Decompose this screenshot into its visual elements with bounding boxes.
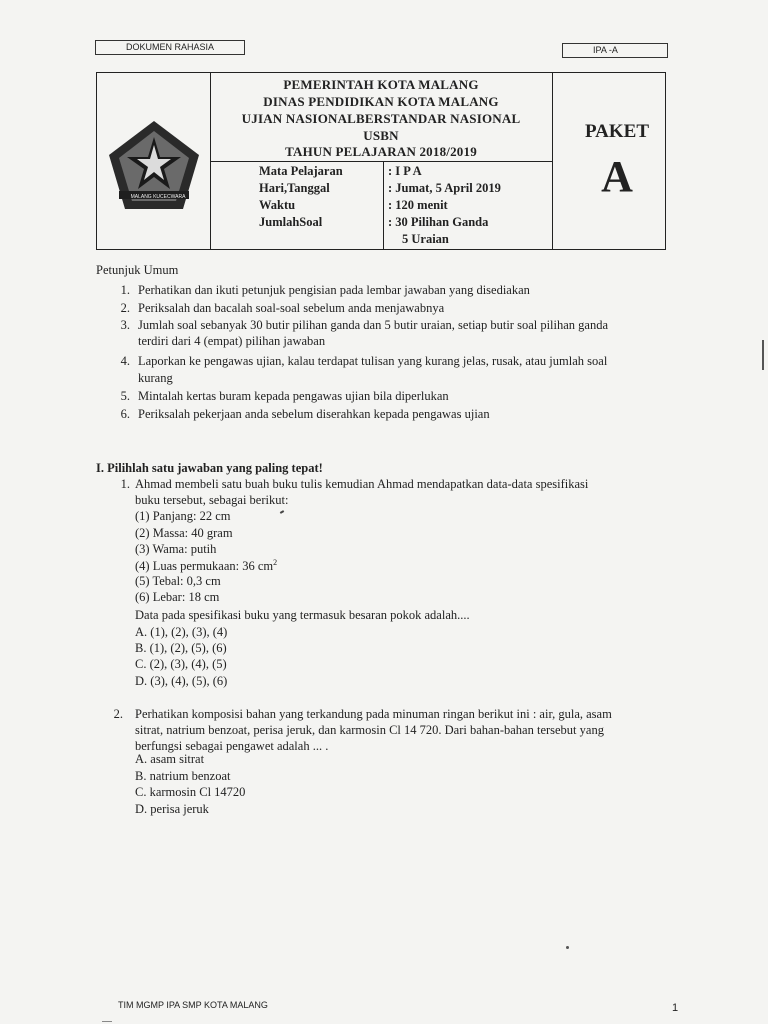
question-2-stem: Perhatikan komposisi bahan yang terkandung pada minuman ringan berikut ini : air, gula, asam xyxy=(135,707,612,721)
section-1-heading: I. Pilihlah satu jawaban yang paling tepat! xyxy=(96,461,323,475)
question-1-number: 1. xyxy=(120,477,130,491)
question-1-prompt: Data pada spesifikasi buku yang termasuk besaran pokok adalah.... xyxy=(135,608,470,622)
stray-dot xyxy=(566,946,569,949)
subject-code-tag xyxy=(562,43,668,58)
meta-value-duration: : 120 menit xyxy=(388,198,448,212)
header-title-line-5: TAHUN PELAJARAN 2018/2019 xyxy=(285,144,477,159)
question-1-stem: Ahmad membeli satu buah buku tulis kemudian Ahmad mendapatkan data-data spesifikasi xyxy=(135,477,589,491)
meta-value-subject: : I P A xyxy=(388,164,422,178)
scan-edge xyxy=(762,340,764,370)
instruction-number: 5. xyxy=(120,389,130,403)
spec-item: (1) Panjang: 22 cm xyxy=(135,509,231,523)
header-title-line-2: DINAS PENDIDIKAN KOTA MALANG xyxy=(263,94,499,109)
instruction-text: Periksalah pekerjaan anda sebelum diserahkan kepada pengawas ujian xyxy=(138,407,490,421)
stray-mark xyxy=(280,510,284,514)
confidential-tag xyxy=(95,40,245,55)
question-2-stem-continued: sitrat, natrium benzoat, perisa jeruk, dan karmosin Cl 14 720. Dari bahan-bahan tersebut yang xyxy=(135,723,604,737)
paket-letter: A xyxy=(601,152,633,201)
superscript: 2 xyxy=(273,558,278,567)
spec-item: (3) Wama: putih xyxy=(135,542,217,556)
meta-value-essay: 5 Uraian xyxy=(402,232,449,246)
instruction-text-continued: kurang xyxy=(138,371,173,385)
instruction-number: 4. xyxy=(120,354,130,368)
instruction-text: Periksalah dan bacalah soal-soal sebelum anda menjawabnya xyxy=(138,301,445,315)
subject-code-tag-text: IPA -A xyxy=(593,45,618,55)
city-emblem-logo xyxy=(105,117,203,215)
logo-band-text: MALANG KUCECWARA xyxy=(130,194,186,200)
instruction-number: 1. xyxy=(120,283,130,297)
instruction-text: Jumlah soal sebanyak 30 butir pilihan ganda dan 5 butir uraian, setiap butir soal pilihan ganda xyxy=(138,318,609,332)
paket-label: PAKET xyxy=(584,121,650,142)
instruction-number: 2. xyxy=(120,301,130,315)
instruction-text: Laporkan ke pengawas ujian, kalau terdapat tulisan yang kurang jelas, rusak, atau jumlah soal xyxy=(138,354,608,368)
spec-item: (6) Lebar: 18 cm xyxy=(135,590,220,604)
exam-header-table xyxy=(96,72,666,250)
spec-item xyxy=(135,558,277,574)
instruction-text: Mintalah kertas buram kepada pengawas ujian bila diperlukan xyxy=(138,389,449,403)
header-title-line-3: UJIAN NASIONALBERSTANDAR NASIONAL xyxy=(241,111,521,126)
instruction-number: 6. xyxy=(120,407,130,421)
header-title-line-1: PEMERINTAH KOTA MALANG xyxy=(283,77,479,92)
meta-label-subject: Mata Pelajaran xyxy=(259,164,343,178)
header-title-line-4: USBN xyxy=(363,128,399,143)
footer-mark xyxy=(102,1021,112,1022)
footer-team-label: TIM MGMP IPA SMP KOTA MALANG xyxy=(118,1000,268,1010)
question-2-number: 2. xyxy=(113,707,123,721)
question-2-stem-continued: berfungsi sebagai pengawet adalah ... . xyxy=(135,739,329,753)
answer-option: D. perisa jeruk xyxy=(135,802,209,816)
meta-label-duration: Waktu xyxy=(259,198,296,212)
answer-option: B. natrium benzoat xyxy=(135,769,231,783)
instruction-number: 3. xyxy=(120,318,130,332)
answer-option: C. karmosin Cl 14720 xyxy=(135,785,246,799)
spec-item-text: (4) Luas permukaan: 36 cm xyxy=(135,559,274,574)
answer-option: A. (1), (2), (3), (4) xyxy=(135,625,228,639)
page-number: 1 xyxy=(672,1002,679,1014)
answer-option: A. asam sitrat xyxy=(135,752,205,766)
meta-label-day-date: Hari,Tanggal xyxy=(259,181,330,195)
spec-item: (2) Massa: 40 gram xyxy=(135,526,233,540)
answer-option: C. (2), (3), (4), (5) xyxy=(135,657,227,671)
instruction-text-continued: terdiri dari 4 (empat) pilihan jawaban xyxy=(138,334,326,348)
answer-option: D. (3), (4), (5), (6) xyxy=(135,674,228,688)
spec-item: (5) Tebal: 0,3 cm xyxy=(135,574,221,588)
answer-option: B. (1), (2), (5), (6) xyxy=(135,641,227,655)
meta-label-question-count: JumlahSoal xyxy=(259,215,323,229)
meta-value-multiple-choice: : 30 Pilihan Ganda xyxy=(388,215,489,229)
instruction-text: Perhatikan dan ikuti petunjuk pengisian pada lembar jawaban yang disediakan xyxy=(138,283,530,297)
meta-value-day-date: : Jumat, 5 April 2019 xyxy=(388,181,501,195)
confidential-tag-text: DOKUMEN RAHASIA xyxy=(126,42,215,52)
question-1-stem-continued: buku tersebut, sebagai berikut: xyxy=(135,493,289,507)
general-instructions-heading: Petunjuk Umum xyxy=(96,263,179,277)
